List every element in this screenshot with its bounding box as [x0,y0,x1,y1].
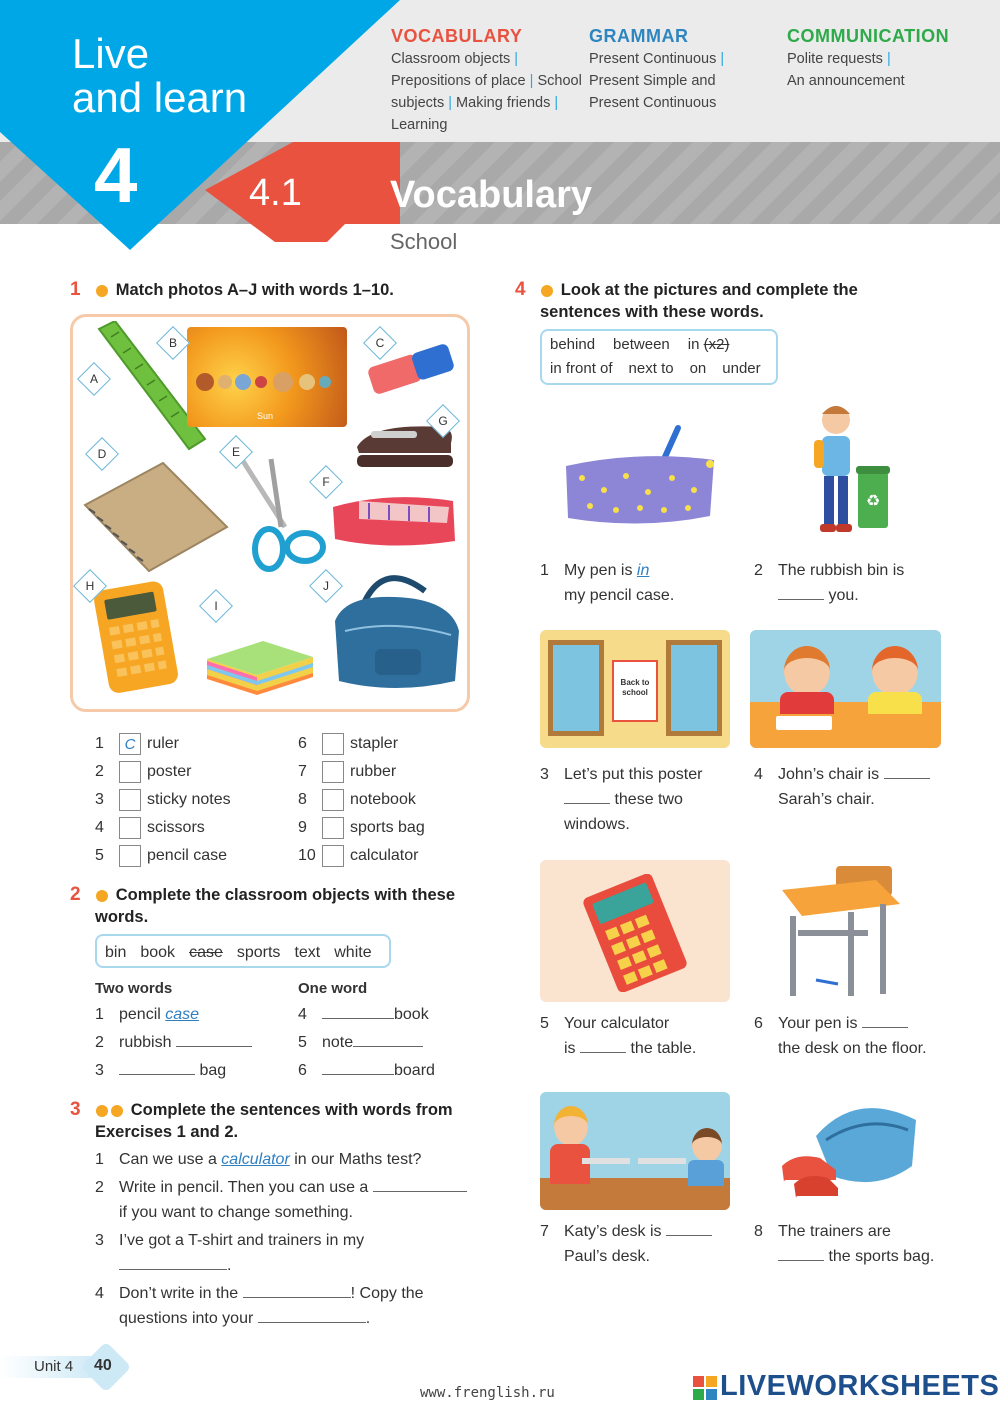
answer-box[interactable] [119,817,141,839]
answer-box[interactable] [322,817,344,839]
window-left [548,640,604,736]
ex4-heading [515,279,858,301]
answer-field[interactable]: in [636,562,650,579]
ex4-sentence-7: 7 Katy’s desk is Paul’s desk. [540,1219,712,1269]
ex2-one-word-heading: One word [298,980,368,997]
sarah-body [868,692,922,714]
answer-field[interactable]: calculator [221,1151,290,1168]
communication-topics: Polite requests | An announcement [787,51,905,89]
window-right [666,640,722,736]
grammar-topics: Present Continuous | Present Simple and Present Continuous [589,51,725,111]
answer-field[interactable] [884,763,930,779]
lesson-number: 4.1 [249,172,302,214]
ex3-title: Complete the sentences with words from [130,1101,453,1119]
footer-unit-label: Unit 4 [34,1358,74,1375]
vocabulary-heading: VOCABULARY [391,26,523,46]
windows-poster-picture [540,630,730,748]
answer-box[interactable] [119,789,141,811]
ex2-title-line2: words. [95,908,149,926]
ex1-items-col1 [95,731,231,871]
ex2-heading [70,884,455,906]
list-item: 8 notebook [298,787,425,815]
answer-box[interactable] [119,845,141,867]
difficulty-dot-icon [96,285,108,297]
john-body [780,692,834,714]
paul-desk [638,1158,686,1164]
ex1-items-col2 [298,731,425,871]
sentence-continuation: . [95,1253,467,1281]
answer-field[interactable] [862,1012,908,1028]
notebook-photo [81,457,231,575]
liveworksheets-logo-icon [693,1376,717,1400]
unit-title-line2: and learn [72,74,248,121]
answer-box[interactable] [322,761,344,783]
solar-poster-photo [187,327,347,427]
answer-field[interactable] [176,1031,252,1047]
section-subtitle: School [390,229,458,254]
list-item: 10 calculator [298,843,425,871]
answer-field[interactable] [778,584,824,600]
liveworksheets-brand: LIVEWORKSHEETS [720,1370,1000,1402]
ex4-sentence-8: 8 The trainers are the sports bag. [754,1223,935,1265]
list-item: 5 note [298,1030,435,1058]
ex2-word-box: bin book case sports text white [95,934,391,968]
sentence-continuation: questions into your . [95,1306,467,1334]
answer-field[interactable] [243,1282,351,1298]
lesson-tab-shape [205,142,400,242]
communication-heading: COMMUNICATION [787,26,950,46]
calculator-drawing [580,874,690,992]
list-item: 1 C ruler [95,731,231,759]
grammar-heading: GRAMMAR [589,26,689,46]
ex2-number: 2 [70,884,81,905]
list-item: 7 rubber [298,759,425,787]
difficulty-dot-icon [541,285,553,297]
answer-box[interactable] [322,789,344,811]
answer-box[interactable] [322,845,344,867]
answer-field[interactable] [258,1307,366,1323]
ex1-photo-panel: Sun A B C D E F G H I J [70,314,470,712]
trainers-bag-picture [776,1096,926,1206]
ex4-sentence-3: 3 Let’s put this poster these two windows. [540,766,703,833]
list-item: 2 rubbish [95,1030,252,1058]
list-item: 4 book [298,1002,435,1030]
answer-field[interactable] [322,1059,394,1075]
paul-body [688,1160,724,1186]
list-item: 5 pencil case [95,843,231,871]
ex2-items-col2 [298,1002,435,1086]
list-item: 2 Write in pencil. Then you can use a [95,1175,467,1200]
answer-field[interactable] [666,1220,712,1236]
answer-field[interactable]: case [165,1006,200,1023]
pencil-case-picture [560,420,720,530]
list-item: 1 Can we use a calculator in our Maths test? [95,1151,422,1168]
answer-box[interactable] [322,733,344,755]
list-item: 1 pencil case [95,1006,200,1023]
desk-pen-floor-picture [776,860,906,1000]
katy-desk [582,1158,630,1164]
answer-field[interactable] [580,1037,626,1053]
page-number: 40 [94,1357,112,1374]
answer-field[interactable] [778,1245,824,1261]
katy-face [554,1106,588,1146]
sarah-face [872,646,918,696]
john-face [784,646,830,696]
answer-field[interactable] [119,1254,227,1270]
book [776,716,832,730]
poster-caption: Sun [257,411,274,421]
answer-field[interactable] [353,1031,423,1047]
boy-with-bin-picture [800,400,900,540]
ex4-sentence-2: 2 The rubbish bin is you. [754,562,905,604]
list-item: 3 I’ve got a T-shirt and trainers in my [95,1232,365,1249]
ex4-word-box: behind between in (x2) in front of next to on under [540,329,778,385]
list-item: 9 sports bag [298,815,425,843]
pencil-case-photo [329,489,459,551]
difficulty-dot-icon [111,1105,123,1117]
footer-url: www.frenglish.ru [420,1385,555,1401]
ex1-heading [70,279,394,301]
sentence-continuation: if you want to change something. [119,1204,353,1221]
svg-text:♻: ♻ [865,491,881,510]
answer-box[interactable] [119,761,141,783]
ex4-sentence-1: 1 My pen is in my pencil case. [540,562,675,604]
ex1-title: Match photos A–J with words 1–10. [115,281,394,299]
section-title: Vocabulary [390,174,593,216]
katy-body [550,1144,590,1184]
answer-field[interactable] [119,1059,195,1075]
katy-paul-picture [540,1092,730,1210]
list-item: 4 Don’t write in the ! Copy the [95,1281,467,1306]
ex2-items-col1 [95,1002,252,1086]
ex3-sentences [95,1147,467,1334]
ex3-title-line2: Exercises 1 and 2. [95,1123,239,1141]
sticky-notes-photo [201,617,317,699]
unit-title [72,32,247,120]
difficulty-dot-icon [96,1105,108,1117]
calculator-on-table-picture [540,860,730,1002]
unit-number: 4 [94,131,138,219]
ex4-sentence-6: 6 Your pen is the desk on the floor. [754,1011,927,1061]
difficulty-dot-icon [96,890,108,902]
answer-field[interactable] [373,1176,467,1192]
calculator-photo [91,579,183,695]
back-to-school-poster: Back to school [612,660,658,722]
ex2-two-words-heading: Two words [95,980,173,997]
ex4-number: 4 [515,279,526,300]
ex3-number: 3 [70,1099,81,1120]
ex2-title: Complete the classroom objects with these [115,886,456,904]
sports-bag-photo [325,561,465,697]
list-item: 3 bag [95,1058,252,1086]
ex1-number: 1 [70,279,81,300]
ex4-sentence-4: 4 John’s chair is Sarah’s chair. [754,762,930,812]
list-item: 6 board [298,1058,435,1086]
vocabulary-topics: Classroom objects | Prepositions of place | School subjects | Making friends | Learning [391,51,582,133]
unit-title-line1: Live [72,30,150,77]
ex4-title: Look at the pictures and complete the [560,281,858,299]
list-item: 2 poster [95,759,231,787]
list-item: 6 stapler [298,731,425,759]
john-sarah-picture [750,630,941,748]
paul-face [692,1128,722,1162]
list-item: 4 scissors [95,815,231,843]
answer-field[interactable] [564,788,610,804]
planets-icon [195,367,335,397]
list-item: 3 sticky notes [95,787,231,815]
ex3-heading [70,1099,453,1121]
ex4-title-line2: sentences with these words. [540,303,764,321]
answer-field[interactable] [322,1003,394,1019]
answer-box[interactable]: C [119,733,141,755]
ex4-sentence-5: 5 Your calculator is the table. [540,1015,697,1057]
